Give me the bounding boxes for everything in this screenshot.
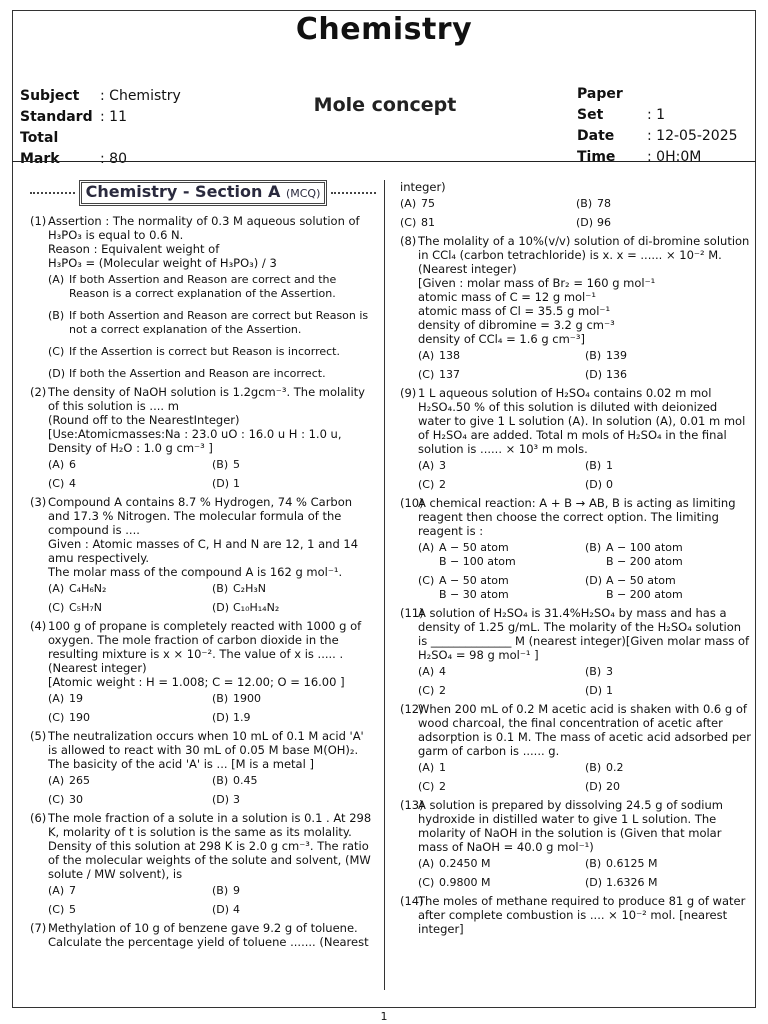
section-title-box bbox=[79, 180, 328, 206]
option-item[interactable] bbox=[212, 903, 376, 917]
option-text: If the Assertion is correct but Reason is incorrect. bbox=[69, 345, 340, 358]
option-label: (C) bbox=[418, 478, 435, 491]
option-text: 0.6125 M bbox=[606, 857, 658, 870]
option-text: 5 bbox=[233, 458, 240, 471]
question-text: A chemical reaction: A + B → AB, B is acting as limiting reagent then choose the correct option. The limiting reagent is : bbox=[418, 496, 736, 538]
question-number: (5) bbox=[30, 729, 47, 743]
question-number: (14) bbox=[400, 894, 424, 908]
option-text: 4 bbox=[69, 477, 76, 490]
option-label: (B) bbox=[585, 665, 602, 678]
option-text: 0 bbox=[606, 478, 613, 491]
right-column bbox=[400, 180, 752, 940]
option-item[interactable] bbox=[576, 216, 752, 230]
question-text: The moles of methane required to produce 81 g of water after complete combustion is .... × 10⁻² mol. [nearest integer] bbox=[418, 894, 746, 936]
question-text: The mole fraction of a solute in a solution is 0.1 . At 298 K, molarity of t is solution is the same as its molality. Density of this solution at 298 K is 2.0 g cm⁻³. The ratio of the molecular weights of the solute and solvent, (MW solute / MW solvent), is bbox=[48, 811, 372, 881]
option-text: 1.6326 M bbox=[606, 876, 658, 889]
option-item[interactable] bbox=[585, 368, 752, 382]
options-grid bbox=[48, 582, 376, 615]
option-item[interactable] bbox=[585, 541, 752, 569]
option-label: (B) bbox=[576, 197, 593, 210]
option-text: 1 bbox=[606, 459, 613, 472]
option-text: 6 bbox=[69, 458, 76, 471]
header-info-right bbox=[577, 84, 738, 168]
question-item bbox=[400, 606, 752, 698]
option-text: A − 50 atom B − 100 atom bbox=[439, 541, 516, 568]
option-text: 1 bbox=[233, 477, 240, 490]
question-item bbox=[400, 496, 752, 602]
question-item bbox=[30, 385, 376, 491]
page-number: 1 bbox=[380, 1010, 388, 1023]
question-text: Assertion : The normality of 0.3 M aqueous solution of H₃PO₃ is equal to 0.6 N. Reason : Equivalent weight of H₃PO₃ = (Molecular weight of H₃PO₃) / 3 bbox=[48, 214, 360, 270]
options-grid bbox=[400, 197, 752, 230]
option-text: 19 bbox=[69, 692, 83, 705]
question-number: (2) bbox=[30, 385, 47, 399]
question-number: (3) bbox=[30, 495, 47, 509]
option-label: (C) bbox=[48, 711, 65, 724]
question-number: (9) bbox=[400, 386, 417, 400]
question-item bbox=[400, 386, 752, 492]
option-item[interactable] bbox=[212, 793, 376, 807]
option-label: (A) bbox=[48, 774, 65, 787]
option-label: (D) bbox=[212, 711, 230, 724]
left-column bbox=[30, 180, 376, 953]
options-grid bbox=[418, 665, 752, 698]
option-text: 3 bbox=[606, 665, 613, 678]
option-label: (C) bbox=[418, 780, 435, 793]
option-label: (C) bbox=[418, 368, 435, 381]
option-item[interactable] bbox=[48, 309, 376, 337]
option-item[interactable] bbox=[585, 574, 752, 602]
question-text: A solution is prepared by dissolving 24.5 g of sodium hydroxide in distilled water to give 1 L solution. The molarity of NaOH in the solution is (Given that molar mass of NaOH = 40.0 g mol⁻¹) bbox=[418, 798, 723, 854]
option-item[interactable] bbox=[400, 216, 576, 230]
option-text: 0.45 bbox=[233, 774, 258, 787]
option-text: 2 bbox=[439, 478, 446, 491]
option-text: 4 bbox=[439, 665, 446, 678]
option-item[interactable] bbox=[585, 349, 752, 363]
option-item[interactable] bbox=[212, 774, 376, 788]
option-item[interactable] bbox=[418, 541, 585, 569]
option-item[interactable] bbox=[585, 857, 752, 871]
option-item[interactable] bbox=[576, 197, 752, 211]
question-text: 1 L aqueous solution of H₂SO₄ contains 0.02 m mol H₂SO₄.50 % of this solution is diluted with deionized water to give 1 L solution (A). In solution (A), 0.01 m mol of H₂SO₄ are added. Total m mols of H₂SO₄ in the final solution is ...... × 10³ m mols. bbox=[418, 386, 746, 456]
options-grid bbox=[418, 541, 752, 602]
option-label: (C) bbox=[48, 903, 65, 916]
option-text: 96 bbox=[597, 216, 611, 229]
question-number: (11) bbox=[400, 606, 424, 620]
question-item bbox=[30, 811, 376, 917]
options-grid bbox=[418, 349, 752, 382]
option-text: 3 bbox=[439, 459, 446, 472]
option-item[interactable] bbox=[48, 711, 212, 725]
option-label: (D) bbox=[212, 601, 230, 614]
option-label: (C) bbox=[48, 477, 65, 490]
option-text: 2 bbox=[439, 684, 446, 697]
option-text: 20 bbox=[606, 780, 620, 793]
question-text: When 200 mL of 0.2 M acetic acid is shaken with 0.6 g of wood charcoal, the final concentration of acetic after adsorption is 0.1 M. The mass of acetic acid adsorbed per garm of carbon is ...... g. bbox=[418, 702, 751, 758]
option-label: (B) bbox=[212, 458, 229, 471]
option-text: If both the Assertion and Reason are incorrect. bbox=[69, 367, 326, 380]
question-number: (6) bbox=[30, 811, 47, 825]
option-item[interactable] bbox=[418, 857, 585, 871]
option-item[interactable] bbox=[418, 876, 585, 890]
question-text: The density of NaOH solution is 1.2gcm⁻³. The molality of this solution is .... m (Round off to the NearestInteger) [Use:Atomicmasses:Na : 23.0 uO : 16.0 u H : 1.0 u, Density of H₂O : 1.0 g cm⁻³ ] bbox=[48, 385, 365, 455]
topic-title: Mole concept bbox=[313, 94, 457, 116]
option-item[interactable] bbox=[585, 761, 752, 775]
continuation-text: integer) bbox=[400, 180, 446, 194]
option-label: (C) bbox=[418, 574, 435, 587]
question-text: Compound A contains 8.7 % Hydrogen, 74 % Carbon and 17.3 % Nitrogen. The molecular formula of the compound is .... Given : Atomic masses of C, H and N are 12, 1 and 14 amu respectively. The molar mass of the compound A is 162 g mol⁻¹. bbox=[48, 495, 359, 579]
option-text: A − 100 atom B − 200 atom bbox=[606, 541, 683, 568]
option-label: (C) bbox=[400, 216, 417, 229]
option-text: 5 bbox=[69, 903, 76, 916]
option-label: (C) bbox=[48, 345, 65, 358]
option-item[interactable] bbox=[418, 478, 585, 492]
option-text: 139 bbox=[606, 349, 627, 362]
option-label: (A) bbox=[418, 541, 435, 554]
option-item[interactable] bbox=[585, 876, 752, 890]
options-grid bbox=[48, 458, 376, 491]
option-text: 75 bbox=[421, 197, 435, 210]
option-item[interactable] bbox=[48, 774, 212, 788]
option-label: (B) bbox=[212, 884, 229, 897]
option-text: A − 50 atom B − 200 atom bbox=[606, 574, 683, 601]
option-text: 7 bbox=[69, 884, 76, 897]
option-label: (B) bbox=[585, 541, 602, 554]
option-item[interactable] bbox=[418, 349, 585, 363]
option-label: (C) bbox=[418, 876, 435, 889]
section-title: Chemistry - Section A bbox=[85, 182, 281, 201]
option-label: (C) bbox=[48, 793, 65, 806]
option-text: A − 50 atom B − 30 atom bbox=[439, 574, 509, 601]
options-grid bbox=[48, 273, 376, 381]
question-number: (13) bbox=[400, 798, 424, 812]
option-label: (A) bbox=[48, 884, 65, 897]
option-item[interactable] bbox=[418, 574, 585, 602]
option-item[interactable] bbox=[400, 197, 576, 211]
option-label: (A) bbox=[418, 349, 435, 362]
option-label: (A) bbox=[418, 665, 435, 678]
question-item bbox=[400, 798, 752, 890]
option-text: 138 bbox=[439, 349, 460, 362]
option-item[interactable] bbox=[418, 780, 585, 794]
option-label: (A) bbox=[418, 459, 435, 472]
option-label: (B) bbox=[585, 459, 602, 472]
option-item[interactable] bbox=[48, 692, 212, 706]
question-text: Methylation of 10 g of benzene gave 9.2 g of toluene. Calculate the percentage yield of toluene ....... (Nearest bbox=[48, 921, 369, 949]
total-mark-row: Total Mark : 80 bbox=[20, 130, 127, 167]
option-item[interactable] bbox=[418, 684, 585, 698]
option-item[interactable] bbox=[212, 692, 376, 706]
option-item[interactable] bbox=[585, 780, 752, 794]
option-item[interactable] bbox=[48, 367, 376, 381]
option-text: 0.2 bbox=[606, 761, 624, 774]
option-label: (B) bbox=[585, 349, 602, 362]
option-text: C₅H₇N bbox=[69, 601, 102, 614]
option-text: 1 bbox=[606, 684, 613, 697]
option-item[interactable] bbox=[212, 711, 376, 725]
option-item[interactable] bbox=[585, 684, 752, 698]
option-item[interactable] bbox=[585, 478, 752, 492]
option-item[interactable] bbox=[585, 665, 752, 679]
option-item[interactable] bbox=[418, 459, 585, 473]
option-label: (C) bbox=[48, 601, 65, 614]
option-text: 265 bbox=[69, 774, 90, 787]
option-label: (A) bbox=[48, 692, 65, 705]
options-grid bbox=[418, 459, 752, 492]
question-item bbox=[30, 214, 376, 381]
question-item bbox=[400, 894, 752, 936]
column-divider bbox=[384, 180, 385, 990]
dotted-leader bbox=[30, 192, 75, 194]
option-item[interactable] bbox=[48, 601, 212, 615]
option-text: 0.9800 M bbox=[439, 876, 491, 889]
option-label: (C) bbox=[418, 684, 435, 697]
section-heading bbox=[30, 180, 376, 206]
option-text: 136 bbox=[606, 368, 627, 381]
option-text: 78 bbox=[597, 197, 611, 210]
option-text: 1.9 bbox=[233, 711, 251, 724]
right-question-list bbox=[400, 234, 752, 936]
option-item[interactable] bbox=[212, 582, 376, 596]
option-label: (D) bbox=[212, 793, 230, 806]
option-label: (B) bbox=[212, 582, 229, 595]
page-title: Chemistry bbox=[295, 12, 473, 47]
option-label: (B) bbox=[585, 761, 602, 774]
option-label: (B) bbox=[585, 857, 602, 870]
question-text: The neutralization occurs when 10 mL of 0.1 M acid 'A' is allowed to react with 30 mL of 0.05 M base M(OH)₂. The basicity of the acid 'A' is ... [M is a metal ] bbox=[48, 729, 364, 771]
option-label: (D) bbox=[212, 903, 230, 916]
option-label: (B) bbox=[212, 774, 229, 787]
question-continuation bbox=[400, 180, 752, 230]
option-text: 137 bbox=[439, 368, 460, 381]
question-item bbox=[30, 495, 376, 615]
time-row: Time : 0H:0M bbox=[577, 149, 702, 165]
options-grid bbox=[48, 692, 376, 725]
option-item[interactable] bbox=[48, 903, 212, 917]
left-question-list bbox=[30, 214, 376, 949]
option-label: (D) bbox=[585, 478, 603, 491]
question-number: (1) bbox=[30, 214, 47, 228]
dotted-leader bbox=[331, 192, 376, 194]
option-item[interactable] bbox=[212, 458, 376, 472]
option-text: 1 bbox=[439, 761, 446, 774]
question-number: (7) bbox=[30, 921, 47, 935]
option-label: (B) bbox=[48, 309, 65, 322]
option-item[interactable] bbox=[48, 793, 212, 807]
option-label: (A) bbox=[48, 582, 65, 595]
option-item[interactable] bbox=[48, 884, 212, 898]
question-number: (12) bbox=[400, 702, 424, 716]
subject-row: Subject : Chemistry bbox=[20, 88, 181, 104]
option-label: (B) bbox=[212, 692, 229, 705]
option-label: (A) bbox=[418, 857, 435, 870]
option-text: If both Assertion and Reason are correct and the Reason is a correct explanation of the Assertion. bbox=[69, 273, 337, 300]
option-text: 9 bbox=[233, 884, 240, 897]
option-label: (D) bbox=[48, 367, 66, 380]
options-grid bbox=[48, 774, 376, 807]
option-item[interactable] bbox=[212, 884, 376, 898]
option-label: (D) bbox=[212, 477, 230, 490]
question-item bbox=[400, 234, 752, 382]
header-info-left bbox=[20, 86, 181, 170]
question-text: A solution of H₂SO₄ is 31.4%H₂SO₄ by mass and has a density of 1.25 g/mL. The molarity of the H₂SO₄ solution is ______________ M (nearest integer)[Given molar mass of H₂SO₄ = 98 g mol⁻¹ ] bbox=[418, 606, 750, 662]
option-text: C₂H₃N bbox=[233, 582, 266, 595]
option-label: (D) bbox=[576, 216, 594, 229]
option-text: 4 bbox=[233, 903, 240, 916]
option-label: (D) bbox=[585, 574, 603, 587]
option-label: (A) bbox=[48, 273, 65, 286]
question-item bbox=[30, 729, 376, 807]
option-item[interactable] bbox=[48, 458, 212, 472]
option-text: 1900 bbox=[233, 692, 261, 705]
option-item[interactable] bbox=[418, 665, 585, 679]
option-item[interactable] bbox=[48, 345, 376, 359]
option-text: 81 bbox=[421, 216, 435, 229]
option-item[interactable] bbox=[212, 601, 376, 615]
question-item bbox=[400, 702, 752, 794]
option-item[interactable] bbox=[212, 477, 376, 491]
option-text: 2 bbox=[439, 780, 446, 793]
section-tag: (MCQ) bbox=[285, 187, 321, 200]
options-grid bbox=[418, 857, 752, 890]
date-row: Date : 12-05-2025 bbox=[577, 128, 738, 144]
option-label: (D) bbox=[585, 780, 603, 793]
option-item[interactable] bbox=[48, 582, 212, 596]
option-item[interactable] bbox=[48, 273, 376, 301]
option-label: (D) bbox=[585, 684, 603, 697]
option-label: (A) bbox=[400, 197, 417, 210]
option-text: 30 bbox=[69, 793, 83, 806]
option-text: C₁₀H₁₄N₂ bbox=[233, 601, 280, 614]
question-item bbox=[30, 619, 376, 725]
options-grid bbox=[48, 884, 376, 917]
option-label: (D) bbox=[585, 876, 603, 889]
header-divider bbox=[12, 161, 756, 162]
question-text: The molality of a 10%(v/v) solution of di-bromine solution in CCl₄ (carbon tetrachloride) is x. x = ...... × 10⁻² M. (Nearest integer) [Given : molar mass of Br₂ = 160 g mol⁻¹ atomic mass of C = 12 g mol⁻¹ atomic mass of Cl = 35.5 g mol⁻¹ density of dibromine = 3.2 g cm⁻³ density of CCl₄ = 1.6 g cm⁻³] bbox=[418, 234, 750, 346]
question-item bbox=[30, 921, 376, 949]
option-item[interactable] bbox=[48, 477, 212, 491]
option-text: 190 bbox=[69, 711, 90, 724]
paper-set-row: Paper Set : 1 bbox=[577, 86, 666, 123]
option-item[interactable] bbox=[585, 459, 752, 473]
option-label: (A) bbox=[48, 458, 65, 471]
question-text: 100 g of propane is completely reacted with 1000 g of oxygen. The mole fraction of carbon dioxide in the resulting mixture is x × 10⁻². The value of x is ..... . (Nearest integer) [Atomic weight : H = 1.008; C = 12.00; O = 16.00 ] bbox=[48, 619, 362, 689]
option-label: (D) bbox=[585, 368, 603, 381]
option-item[interactable] bbox=[418, 761, 585, 775]
option-item[interactable] bbox=[418, 368, 585, 382]
standard-row: Standard : 11 bbox=[20, 109, 127, 125]
options-grid bbox=[418, 761, 752, 794]
option-text: 0.2450 M bbox=[439, 857, 491, 870]
option-text: 3 bbox=[233, 793, 240, 806]
option-text: C₄H₆N₂ bbox=[69, 582, 107, 595]
option-text: If both Assertion and Reason are correct but Reason is not a correct explanation of the Assertion. bbox=[69, 309, 369, 336]
question-number: (4) bbox=[30, 619, 47, 633]
question-number: (10) bbox=[400, 496, 424, 510]
question-number: (8) bbox=[400, 234, 417, 248]
option-label: (A) bbox=[418, 761, 435, 774]
